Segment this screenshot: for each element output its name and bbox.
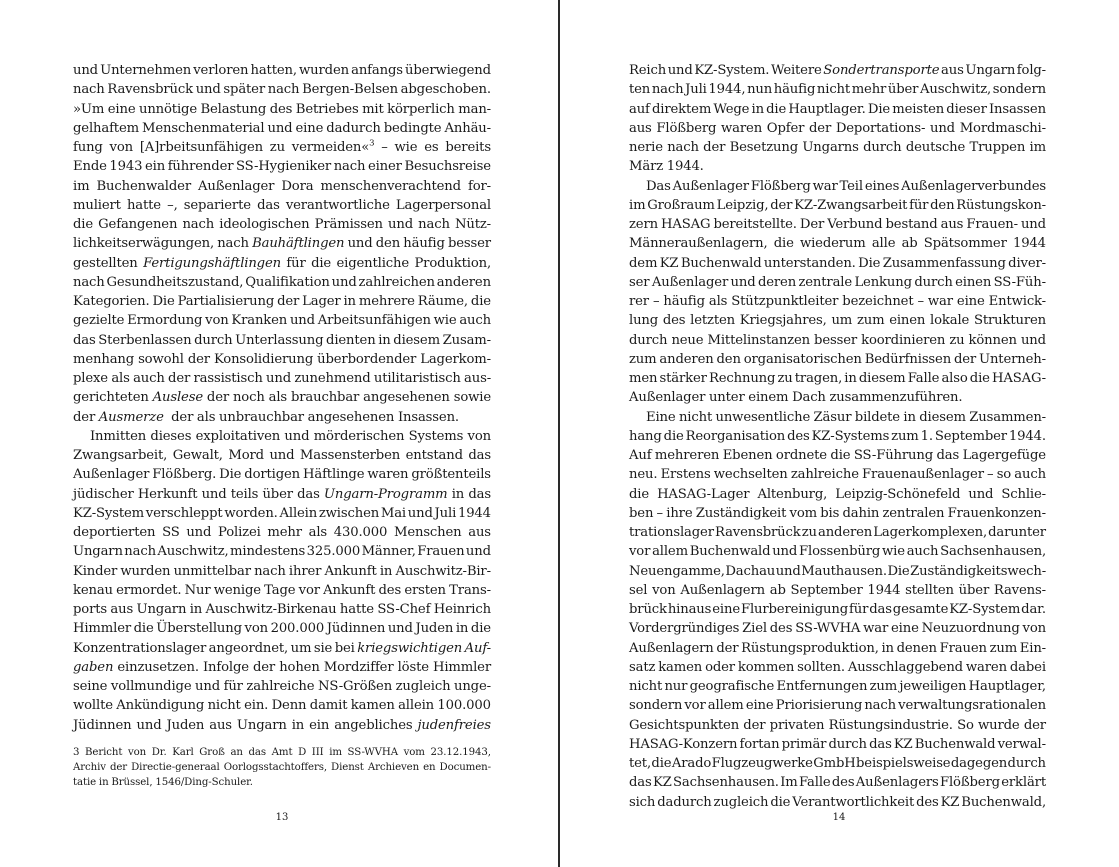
text-line: Ende 1943 ein führender SS-Hygieniker nach einer Besuchsreise [73, 159, 491, 175]
text-line: sel von Außenlagern ab September 1944 stellten über Ravens- [629, 582, 1046, 598]
text-line: Neuengamme, Dachau und Mauthausen. Die Zuständigkeitswech- [629, 563, 1046, 579]
text-line: ben – ihre Zuständigkeit vom bis dahin zentralen Frauenkonzen- [629, 505, 1046, 521]
text-line: die HASAG-Lager Altenburg, Leipzig-Schönefeld und Schlie- [629, 486, 1046, 502]
text-line: dem KZ Buchenwald unterstanden. Die Zusammenfassung diver- [629, 255, 1046, 271]
text-line: Außenlager unter einem Dach zusammenzuführen. [629, 390, 963, 406]
text-line: das Sterbenlassen durch Unterlassung dienten in diesem Zusam- [73, 332, 491, 348]
text-line: menhang sowohl der Konsolidierung überbordender Lagerkom- [73, 351, 491, 367]
text-line: Auf mehreren Ebenen ordnete die SS-Führung das Lagergefüge [629, 448, 1046, 463]
text-line: Eine nicht unwesentliche Zäsur bildete in diesem Zusammen- [646, 409, 1046, 425]
text-line: tet, die Arado Flugzeugwerke GmbH beispielsweise dagegen durch [629, 756, 1046, 771]
text-line: zum anderen den organisatorischen Bedürfnissen der Unterneh- [629, 351, 1046, 367]
text-line: lung des letzten Kriegsjahres, um zum einen lokale Strukturen [629, 313, 1046, 329]
text-line: Jüdinnen und Juden aus Ungarn in ein angebliches judenfreies [73, 717, 491, 733]
text-line: gelhaftem Menschenmaterial und eine dadurch bedingte Anhäu- [73, 120, 491, 136]
text-line: tatie in Brüssel, 1546/Ding-Schuler. [73, 777, 253, 789]
text-line: Kinder wurden unmittelbar nach ihrer Ankunft in Auschwitz-Bir- [73, 563, 491, 579]
text-line: hang die Reorganisation des KZ-Systems zum 1. September 1944. [629, 428, 1046, 444]
left-page [0, 0, 558, 867]
text-line: jüdischer Herkunft und teils über das Ungarn-Programm in das [73, 486, 491, 502]
text-line: ports aus Ungarn in Auschwitz-Birkenau hatte SS-Chef Heinrich [73, 602, 491, 617]
text-line: gerichteten Auslese der noch als brauchbar angesehenen sowie [73, 390, 491, 406]
text-line: Archiv der Directie-generaal Oorlogsstachtoffers, Dienst Archieven en Documen- [73, 762, 491, 774]
text-line: sich dadurch zugleich die Verantwortlichkeit des KZ Buchenwald, [629, 794, 1046, 810]
text-line: Gesichtspunkten der privaten Rüstungsindustrie. So wurde der [629, 717, 1046, 733]
text-line: aus Flößberg waren Opfer der Deportations- und Mordmaschi- [629, 120, 1046, 136]
text-line: »Um eine unnötige Belastung des Betriebes mit körperlich man- [73, 101, 491, 117]
text-line: vor allem Buchenwald und Flossenbürg wie auch Sachsenhausen, [629, 544, 1046, 560]
text-line: der Ausmerze der als unbrauchbar angesehenen Insassen. [73, 409, 459, 425]
text-line: nach Ravensbrück und später nach Bergen-Belsen abgeschoben. [73, 82, 491, 98]
text-line: ser Außenlager und deren zentrale Lenkung durch einen SS-Füh- [629, 274, 1046, 290]
text-line: gezielte Ermordung von Kranken und Arbeitsunfähigen wie auch [73, 313, 491, 329]
left-page-body-text [73, 61, 491, 735]
text-line: Das Außenlager Flößberg war Teil eines Außenlagerverbundes [646, 178, 1046, 194]
text-line: gestellten Fertigungshäftlingen für die eigentliche Produktion, [73, 255, 491, 271]
footnote [73, 745, 491, 791]
text-line: Männeraußenlagern, die wiederum alle ab Spätsommer 1944 [629, 236, 1046, 252]
right-page [560, 0, 1119, 867]
page-number-left: 13 [275, 812, 289, 823]
text-line: kenau ermordet. Nur wenige Tage vor Ankunft des ersten Trans- [73, 582, 491, 598]
text-line: die Gefangenen nach ideologischen Prämissen und nach Nütz- [73, 217, 491, 232]
text-line: durch neue Mittelinstanzen besser koordinieren zu können und [629, 332, 1046, 348]
text-line: rer – häufig als Stützpunktleiter bezeichnet – war eine Entwick- [629, 294, 1046, 309]
text-line: lichkeitserwägungen, nach Bauhäftlingen und den häufig besser [73, 236, 491, 252]
text-line: Außenlagern der Rüstungsproduktion, in denen Frauen zum Ein- [629, 640, 1046, 656]
text-line: Kategorien. Die Partialisierung der Lager in mehrere Räume, die [73, 294, 491, 309]
text-line: nach Gesundheitszustand, Qualifikation und zahlreichen anderen [73, 274, 491, 290]
text-line: HASAG-Konzern fortan primär durch das KZ Buchenwald verwal- [629, 736, 1046, 752]
text-line: im Großraum Leipzig, der KZ-Zwangsarbeit für den Rüstungskon- [629, 197, 1046, 213]
text-line: KZ-System verschleppt worden. Allein zwischen Mai und Juli 1944 [73, 505, 491, 521]
text-line: Konzentrationslager angeordnet, um sie bei kriegswichtigen Auf- [73, 640, 491, 656]
text-line: Reich und KZ-System. Weitere Sondertransporte aus Ungarn folg- [629, 63, 1046, 78]
text-line: seine vollmundige und für zahlreiche NS-Größen zugleich unge- [73, 679, 491, 694]
text-line: muliert hatte –, separierte das verantwortliche Lagerpersonal [73, 197, 491, 213]
text-line: deportierten SS und Polizei mehr als 430.000 Menschen aus [73, 525, 491, 540]
text-line: brück hinaus eine Flurbereinigung für das gesamte KZ-System dar. [629, 602, 1046, 617]
text-line: Außenlager Flößberg. Die dortigen Häftlinge waren größtenteils [73, 467, 491, 483]
text-line: nerie nach der Besetzung Ungarns durch deutsche Truppen im [629, 140, 1046, 155]
text-line: 3 Bericht von Dr. Karl Groß an das Amt D III im SS-WVHA vom 23.12.1943, [73, 747, 491, 758]
text-line: auf direktem Wege in die Hauptlager. Die meisten dieser Insassen [629, 101, 1046, 117]
text-line: fung von [A]rbeitsunfähigen zu vermeiden«$^3$ – wie es bereits [73, 138, 491, 155]
text-line: wollte Ankündigung nicht ein. Denn damit kamen allein 100.000 [73, 698, 491, 714]
page-number-right: 14 [832, 812, 846, 823]
text-line: März 1944. [629, 159, 704, 175]
text-line: gaben einzusetzen. Infolge der hohen Mordziffer löste Himmler [73, 659, 491, 675]
right-page-body-text [629, 61, 1046, 812]
text-line: satz kamen oder kommen sollten. Ausschlaggebend waren dabei [629, 659, 1046, 675]
text-line: sondern vor allem eine Priorisierung nach verwaltungsrationalen [629, 698, 1046, 714]
text-line: trationslager Ravensbrück zu anderen Lagerkomplexen, darunter [629, 525, 1046, 540]
text-line: im Buchenwalder Außenlager Dora menschenverachtend for- [73, 178, 491, 194]
text-line: Ungarn nach Auschwitz, mindestens 325.000 Männer, Frauen und [73, 544, 491, 560]
text-line: men stärker Rechnung zu tragen, in diesem Falle also die HASAG- [629, 371, 1046, 386]
text-line: plexe als auch der rassistisch und zunehmend utilitaristisch aus- [73, 371, 491, 386]
text-line: das KZ Sachsenhausen. Im Falle des Außenlagers Flößberg erklärt [629, 775, 1046, 791]
text-line: ten nach Juli 1944, nun häufig nicht mehr über Auschwitz, sondern [629, 82, 1046, 98]
text-line: Inmitten dieses exploitativen und mörderischen Systems von [90, 428, 491, 444]
text-line: neu. Erstens wechselten zahlreiche Frauenaußenlager – so auch [629, 467, 1046, 483]
text-line: Vordergründiges Ziel des SS-WVHA war eine Neuzuordnung von [629, 621, 1046, 637]
text-line: Zwangsarbeit, Gewalt, Mord und Massensterben entstand das [73, 448, 491, 463]
text-line: nicht nur geografische Entfernungen zum jeweiligen Hauptlager, [629, 679, 1046, 694]
text-line: zern HASAG bereitstellte. Der Verbund bestand aus Frauen- und [629, 217, 1046, 232]
text-line: und Unternehmen verloren hatten, wurden anfangs überwiegend [73, 63, 491, 78]
text-line: Himmler die Überstellung von 200.000 Jüdinnen und Juden in die [73, 621, 491, 637]
